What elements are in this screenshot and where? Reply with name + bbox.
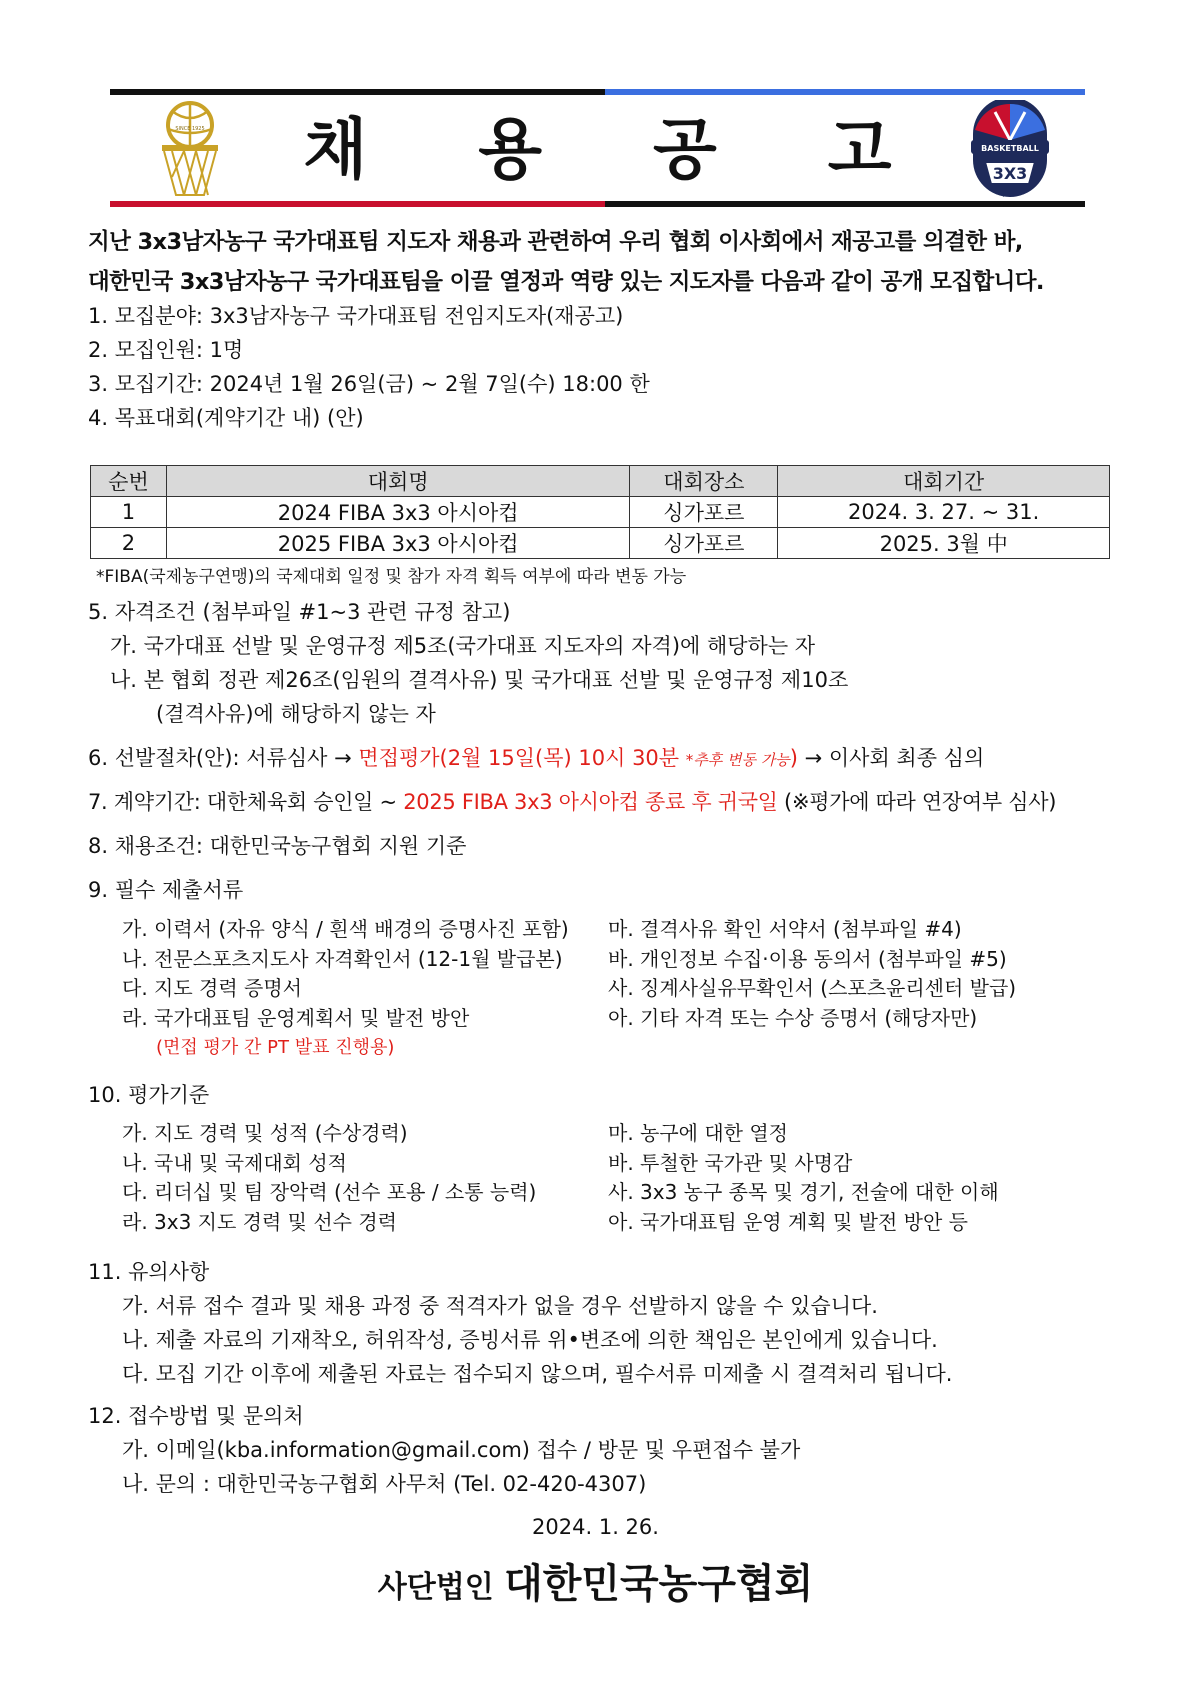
qualification-b-line-2: (결격사유)에 해당하지 않는 자 bbox=[156, 702, 436, 726]
table-header: 대회장소 bbox=[630, 466, 778, 497]
criteria-left-list bbox=[122, 1119, 536, 1237]
documents-right-list bbox=[608, 915, 1016, 1033]
document-date: 2024. 1. 26. bbox=[532, 1515, 659, 1539]
selection-prefix: 6. 선발절차(안): 서류심사 → bbox=[88, 746, 359, 770]
qualification-a: 가. 국가대표 선발 및 운영규정 제5조(국가대표 지도자의 자격)에 해당하는 자 bbox=[110, 634, 816, 658]
list-item: 나. 전문스포츠지도사 자격확인서 (12-1월 발급본) bbox=[122, 946, 563, 971]
organization-name bbox=[0, 1552, 1191, 1609]
documents-pt-note: (면접 평가 간 PT 발표 진행용) bbox=[156, 1037, 395, 1058]
contact-email: 가. 이메일(kba.information@gmail.com) 접수 / 방문 및 우편접수 불가 bbox=[122, 1438, 801, 1462]
list-item: 바. 개인정보 수집·이용 동의서 (첨부파일 #5) bbox=[608, 946, 1007, 971]
header-bar-top-left bbox=[110, 89, 605, 95]
employment-conditions: 8. 채용조건: 대한민국농구협회 지원 기준 bbox=[88, 834, 467, 858]
note-item: 다. 모집 기간 이후에 제출된 자료는 접수되지 않으며, 필수서류 미제출 시 결격처리 됩니다. bbox=[122, 1362, 953, 1386]
documents-left-list bbox=[122, 915, 569, 1063]
item-recruit-count: 2. 모집인원: 1명 bbox=[88, 338, 244, 362]
table-cell: 싱가포르 bbox=[630, 528, 778, 559]
notes-heading: 11. 유의사항 bbox=[88, 1260, 210, 1284]
intro-paragraph bbox=[88, 222, 1108, 302]
contract-prefix: 7. 계약기간: 대한체육회 승인일 ~ bbox=[88, 790, 404, 814]
header-bar-top-right bbox=[605, 89, 1085, 95]
list-item: 아. 국가대표팀 운영 계획 및 발전 방안 등 bbox=[608, 1209, 968, 1234]
table-header: 순번 bbox=[91, 466, 167, 497]
table-cell: 싱가포르 bbox=[630, 497, 778, 528]
list-item: 라. 3x3 지도 경력 및 선수 경력 bbox=[122, 1209, 397, 1234]
list-item: 아. 기타 자격 또는 수상 증명서 (해당자만) bbox=[608, 1005, 978, 1030]
table-cell: 2024. 3. 27. ~ 31. bbox=[778, 497, 1110, 528]
criteria-right-list bbox=[608, 1119, 999, 1237]
table-header-row bbox=[91, 466, 1110, 497]
contract-end: 2025 FIBA 3x3 아시아컵 종료 후 귀국일 bbox=[403, 790, 778, 814]
contact-heading: 12. 접수방법 및 문의처 bbox=[88, 1404, 304, 1428]
selection-suffix: → 이사회 최종 심의 bbox=[797, 746, 985, 770]
item-recruit-field: 1. 모집분야: 3x3남자농구 국가대표팀 전임지도자(재공고) bbox=[88, 304, 624, 328]
list-item: 바. 투철한 국가관 및 사명감 bbox=[608, 1150, 853, 1175]
list-item: 다. 리더십 및 팀 장악력 (선수 포용 / 소통 능력) bbox=[122, 1180, 537, 1204]
organization-prefix: 사단법인 bbox=[377, 1570, 505, 1605]
list-item: 마. 결격사유 확인 서약서 (첨부파일 #4) bbox=[608, 917, 962, 941]
basketball-3x3-logo bbox=[965, 100, 1055, 198]
note-item: 가. 서류 접수 결과 및 채용 과정 중 적격자가 없을 경우 선발하지 않을 수 있습니다. bbox=[122, 1294, 878, 1318]
table-header: 대회명 bbox=[166, 466, 630, 497]
table-cell: 1 bbox=[91, 497, 167, 528]
criteria-heading: 10. 평가기준 bbox=[88, 1083, 210, 1107]
list-item: 라. 국가대표팀 운영계획서 및 발전 방안 bbox=[122, 1005, 470, 1030]
contract-suffix: (※평가에 따라 연장여부 심사) bbox=[777, 790, 1057, 814]
item-target-events: 4. 목표대회(계약기간 내) (안) bbox=[88, 406, 364, 430]
list-item: 사. 3x3 농구 종목 및 경기, 전술에 대한 이해 bbox=[608, 1180, 999, 1204]
svg-text:3X3: 3X3 bbox=[992, 164, 1028, 183]
organization-title: 대한민국농구협회 bbox=[504, 1561, 814, 1607]
table-header: 대회기간 bbox=[778, 466, 1110, 497]
table-cell: 2024 FIBA 3x3 아시아컵 bbox=[166, 497, 630, 528]
table-cell: 2 bbox=[91, 528, 167, 559]
header-bar-bottom-left bbox=[110, 201, 605, 207]
selection-interview: 면접평가(2월 15일(목) 10시 30분 bbox=[358, 746, 686, 770]
list-item: 다. 지도 경력 증명서 bbox=[122, 976, 302, 1000]
list-item: 사. 징계사실유무확인서 (스포츠윤리센터 발급) bbox=[608, 976, 1017, 1000]
page-title: 채 용 공 고 bbox=[303, 111, 936, 188]
intro-line-1: 지난 3x3남자농구 국가대표팀 지도자 채용과 관련하여 우리 협회 이사회에서 재공고를 의결한 바, bbox=[88, 229, 1023, 255]
note-item: 나. 제출 자료의 기재착오, 허위작성, 증빙서류 위•변조에 의한 책임은 본인에게 있습니다. bbox=[122, 1328, 938, 1352]
qualification-b-line-1: 나. 본 협회 정관 제26조(임원의 결격사유) 및 국가대표 선발 및 운영규정 제10조 bbox=[110, 668, 849, 692]
schedule-table bbox=[90, 465, 1110, 559]
list-item: 나. 국내 및 국제대회 성적 bbox=[122, 1150, 347, 1175]
list-item: 마. 농구에 대한 열정 bbox=[608, 1121, 788, 1145]
documents-heading: 9. 필수 제출서류 bbox=[88, 878, 244, 902]
selection-close-paren: ) bbox=[789, 746, 798, 770]
table-cell: 2025 FIBA 3x3 아시아컵 bbox=[166, 528, 630, 559]
table-footnote: *FIBA(국제농구연맹)의 국제대회 일정 및 참가 자격 획득 여부에 따라 변동 가능 bbox=[96, 567, 687, 587]
table-row bbox=[91, 528, 1110, 559]
svg-text:SINCE 1925: SINCE 1925 bbox=[175, 126, 205, 132]
selection-change-note: *추후 변동 가능 bbox=[685, 751, 790, 769]
table-cell: 2025. 3월 中 bbox=[778, 528, 1110, 559]
header-bar-bottom-right bbox=[605, 201, 1085, 207]
list-item: 가. 이력서 (자유 양식 / 흰색 배경의 증명사진 포함) bbox=[122, 917, 569, 941]
svg-text:BASKETBALL: BASKETBALL bbox=[981, 144, 1039, 153]
qualification-heading: 5. 자격조건 (첨부파일 #1~3 관련 규정 참고) bbox=[88, 600, 511, 624]
contract-period bbox=[88, 785, 1056, 819]
selection-process bbox=[88, 741, 984, 777]
table-row bbox=[91, 497, 1110, 528]
item-recruit-period: 3. 모집기간: 2024년 1월 26일(금) ~ 2월 7일(수) 18:00 한 bbox=[88, 372, 650, 396]
list-item: 가. 지도 경력 및 성적 (수상경력) bbox=[122, 1121, 408, 1145]
contact-phone: 나. 문의 : 대한민국농구협회 사무처 (Tel. 02-420-4307) bbox=[122, 1472, 647, 1496]
intro-line-2: 대한민국 3x3남자농구 국가대표팀을 이끌 열정과 역량 있는 지도자를 다음과 같이 공개 모집합니다. bbox=[88, 269, 1044, 295]
